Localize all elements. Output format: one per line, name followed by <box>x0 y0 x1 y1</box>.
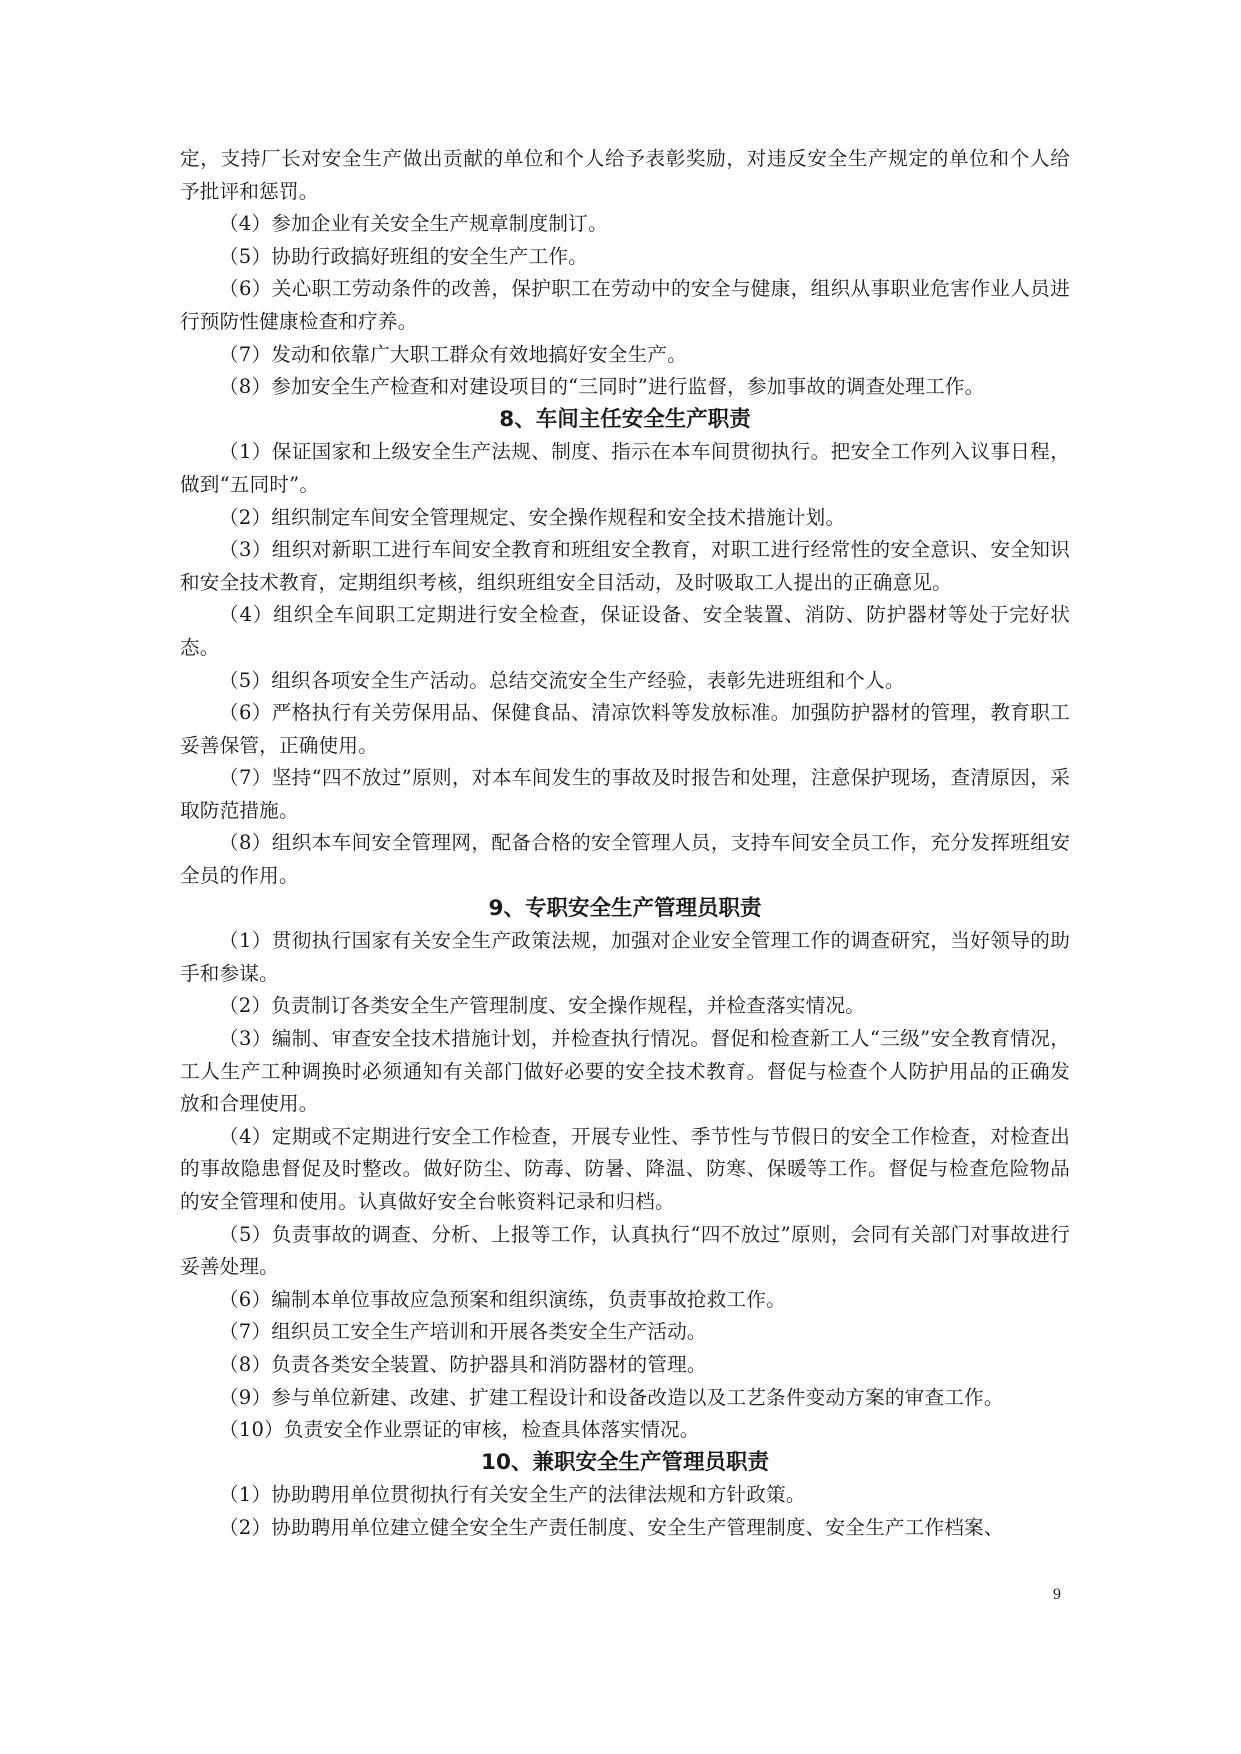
paragraph: （5）负责事故的调查、分析、上报等工作，认真执行“四不放过”原则，会同有关部门对事故进行妥善处理。 <box>180 1222 1070 1279</box>
paragraph: （8）参加安全生产检查和对建设项目的“三同时”进行监督，参加事故的调查处理工作。 <box>219 375 985 399</box>
paragraph: 定，支持厂长对安全生产做出贡献的单位和个人给予表彰奖励，对违反安全生产规定的单位和个人给予批评和惩罚。 <box>180 147 1070 203</box>
paragraph: （4）参加企业有关安全生产规章制度制订。 <box>219 212 608 236</box>
paragraph: （3）组织对新职工进行车间安全教育和班组安全教育，对职工进行经常性的安全意识、安全知识和安全技术教育，定期组织考核，组织班组安全目活动，及时吸取工人提出的正确意见。 <box>180 538 1070 594</box>
paragraph: （8）组织本车间安全管理网，配备合格的安全管理人员，支持车间安全员工作，充分发挥班组安全员的作用。 <box>180 831 1070 888</box>
paragraph: （10）负责安全作业票证的审核，检查具体落实情况。 <box>219 1418 700 1442</box>
paragraph: （1）保证国家和上级安全生产法规、制度、指示在本车间贯彻执行。把安全工作列入议事日程，做到“五同时”。 <box>180 440 1070 496</box>
paragraph: （4）定期或不定期进行安全工作检查，开展专业性、季节性与节假日的安全工作检查，对检查出的事故隐患督促及时整改。做好防尘、防毒、防暑、降温、防寒、保暖等工作。督促与检查危险物品的安全管理和使用。认真做好安全台帐资料记录和归档。 <box>180 1124 1070 1213</box>
paragraph: （2）协助聘用单位建立健全安全生产责任制度、安全生产管理制度、安全生产工作档案、 <box>219 1515 1004 1539</box>
paragraph: （1）贯彻执行国家有关安全生产政策法规，加强对企业安全管理工作的调查研究，当好领导的助手和参谋。 <box>180 929 1070 985</box>
paragraph: （2）组织制定车间安全管理规定、安全操作规程和安全技术措施计划。 <box>219 505 846 529</box>
paragraph: （7）发动和依靠广大职工群众有效地搞好安全生产。 <box>219 342 687 366</box>
section-heading: 8、车间主任安全生产职责 <box>499 406 751 432</box>
section-heading: 10、兼职安全生产管理员职责 <box>481 1449 769 1475</box>
body-text <box>180 143 1070 1545</box>
paragraph: （7）坚持“四不放过”原则，对本车间发生的事故及时报告和处理，注意保护现场，查清原因，采取防范措施。 <box>180 766 1070 822</box>
paragraph: （9）参与单位新建、改建、扩建工程设计和设备改造以及工艺条件变动方案的审查工作。 <box>219 1385 1004 1409</box>
paragraph: （6）严格执行有关劳保用品、保健食品、清凉饮料等发放标准。加强防护器材的管理，教育职工妥善保管，正确使用。 <box>180 701 1070 757</box>
paragraph: （6）关心职工劳动条件的改善，保护职工在劳动中的安全与健康，组织从事职业危害作业人员进行预防性健康检查和疗养。 <box>180 277 1070 333</box>
page-number: 9 <box>1053 1586 1061 1603</box>
paragraph: （4）组织全车间职工定期进行安全检查，保证设备、安全装置、消防、防护器材等处于完好状态。 <box>180 603 1070 659</box>
paragraph: （5）组织各项安全生产活动。总结交流安全生产经验，表彰先进班组和个人。 <box>219 668 905 692</box>
paragraph: （6）编制本单位事故应急预案和组织演练，负责事故抢救工作。 <box>219 1287 786 1311</box>
paragraph: （5）协助行政搞好班组的安全生产工作。 <box>219 244 588 268</box>
paragraph: （1）协助聘用单位贯彻执行有关安全生产的法律法规和方针政策。 <box>219 1483 806 1507</box>
paragraph: （3）编制、审查安全技术措施计划，并检查执行情况。督促和检查新工人“三级”安全教育情况，工人生产工种调换时必须通知有关部门做好必要的安全技术教育。督促与检查个人防护用品的正确发放和合理使用。 <box>180 1027 1070 1116</box>
section-heading: 9、专职安全生产管理员职责 <box>488 895 762 921</box>
paragraph: （8）负责各类安全装置、防护器具和消防器材的管理。 <box>219 1352 707 1376</box>
paragraph: （2）负责制订各类安全生产管理制度、安全操作规程，并检查落实情况。 <box>219 994 866 1018</box>
paragraph: （7）组织员工安全生产培训和开展各类安全生产活动。 <box>219 1320 707 1344</box>
